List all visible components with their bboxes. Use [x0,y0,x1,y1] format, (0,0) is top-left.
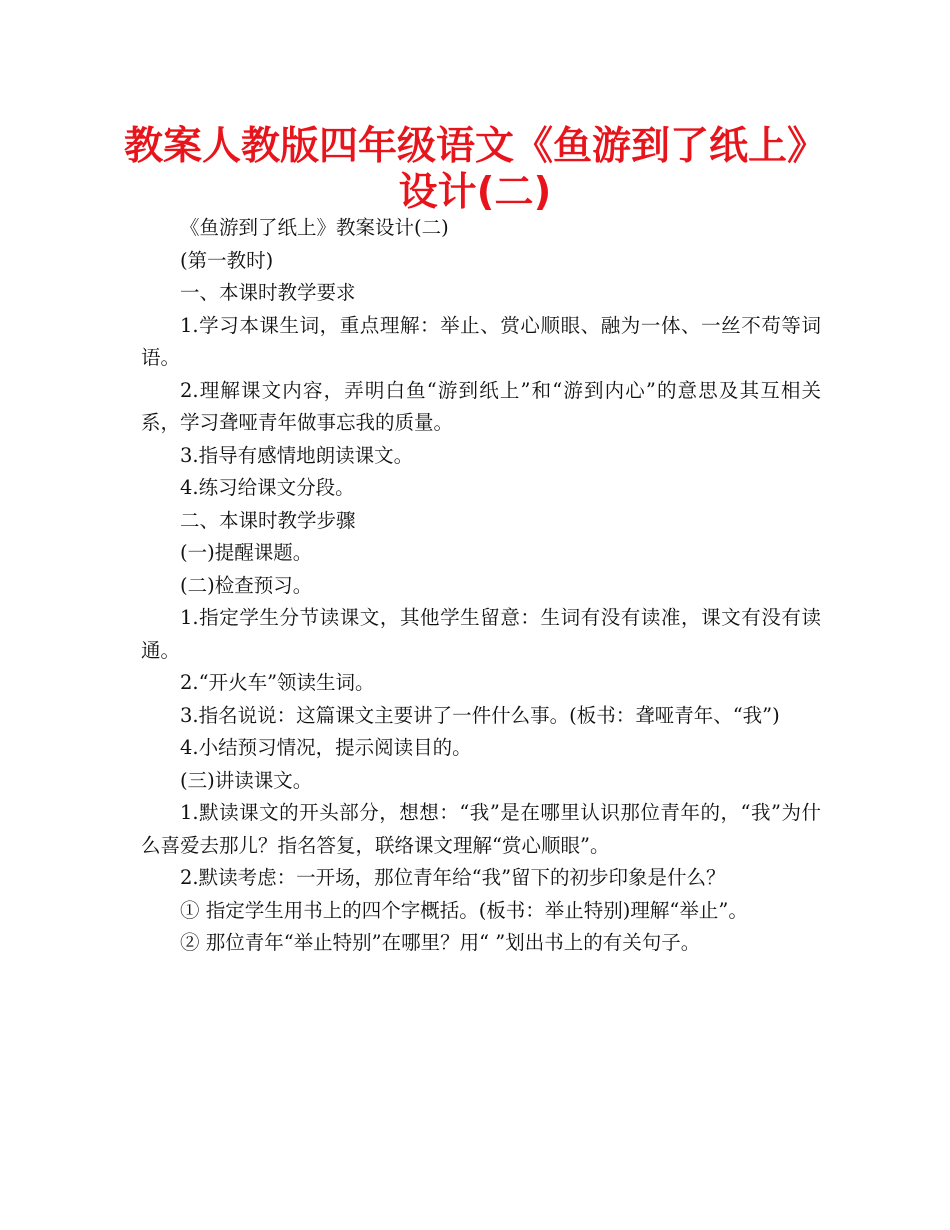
document-title-line-1: 教案人教版四年级语文《鱼游到了纸上》 [123,124,826,169]
section-heading-steps: 二、本课时教学步骤 [180,508,356,532]
paragraph: 3.指名说说：这篇课文主要讲了一件什么事。(板书：聋哑青年、“我”) [180,703,780,727]
paragraph-subtitle: 《鱼游到了纸上》教案设计(二) [180,216,449,239]
paragraph: (二)检查预习。 [180,573,313,597]
paragraph: 2.理解课文内容，弄明白鱼“游到纸上”和“游到内心”的意思及其互相关系，学习聋哑青年做事忘我的质量。 [141,378,821,434]
document-title-line-2: 设计(二) [398,170,552,215]
paragraph: 1.学习本课生词，重点理解：举止、赏心顺眼、融为一体、一丝不苟等词语。 [141,313,821,369]
paragraph: 2.“开火车”领读生词。 [180,671,375,694]
section-heading-requirements: 一、本课时教学要求 [180,281,356,304]
paragraph: (三)讲读课文。 [180,768,313,792]
paragraph: 3.指导有感情地朗读课文。 [180,443,414,467]
paragraph: 1.指定学生分节读课文，其他学生留意：生词有没有读准，课文有没有读通。 [141,606,821,662]
paragraph-lesson-period: (第一教时) [180,248,274,272]
paragraph: 2.默读考虑：一开场，那位青年给“我”留下的初步印象是什么？ [180,866,726,889]
paragraph: 4.小结预习情况，提示阅读目的。 [180,736,472,759]
paragraph: ② 那位青年“举止特别”在哪里？用“ ”划出书上的有关句子。 [180,931,701,954]
document-body [141,212,821,960]
paragraph: (一)提醒课题。 [180,541,313,564]
paragraph: 1.默读课文的开头部分，想想：“我”是在哪里认识那位青年的，“我”为什么喜爱去那儿？指名答复，联络课文理解“赏心顺眼”。 [141,801,821,857]
paragraph: 4.练习给课文分段。 [180,476,355,499]
paragraph: ① 指定学生用书上的四个字概括。(板书：举止特别)理解“举止”。 [180,898,748,922]
